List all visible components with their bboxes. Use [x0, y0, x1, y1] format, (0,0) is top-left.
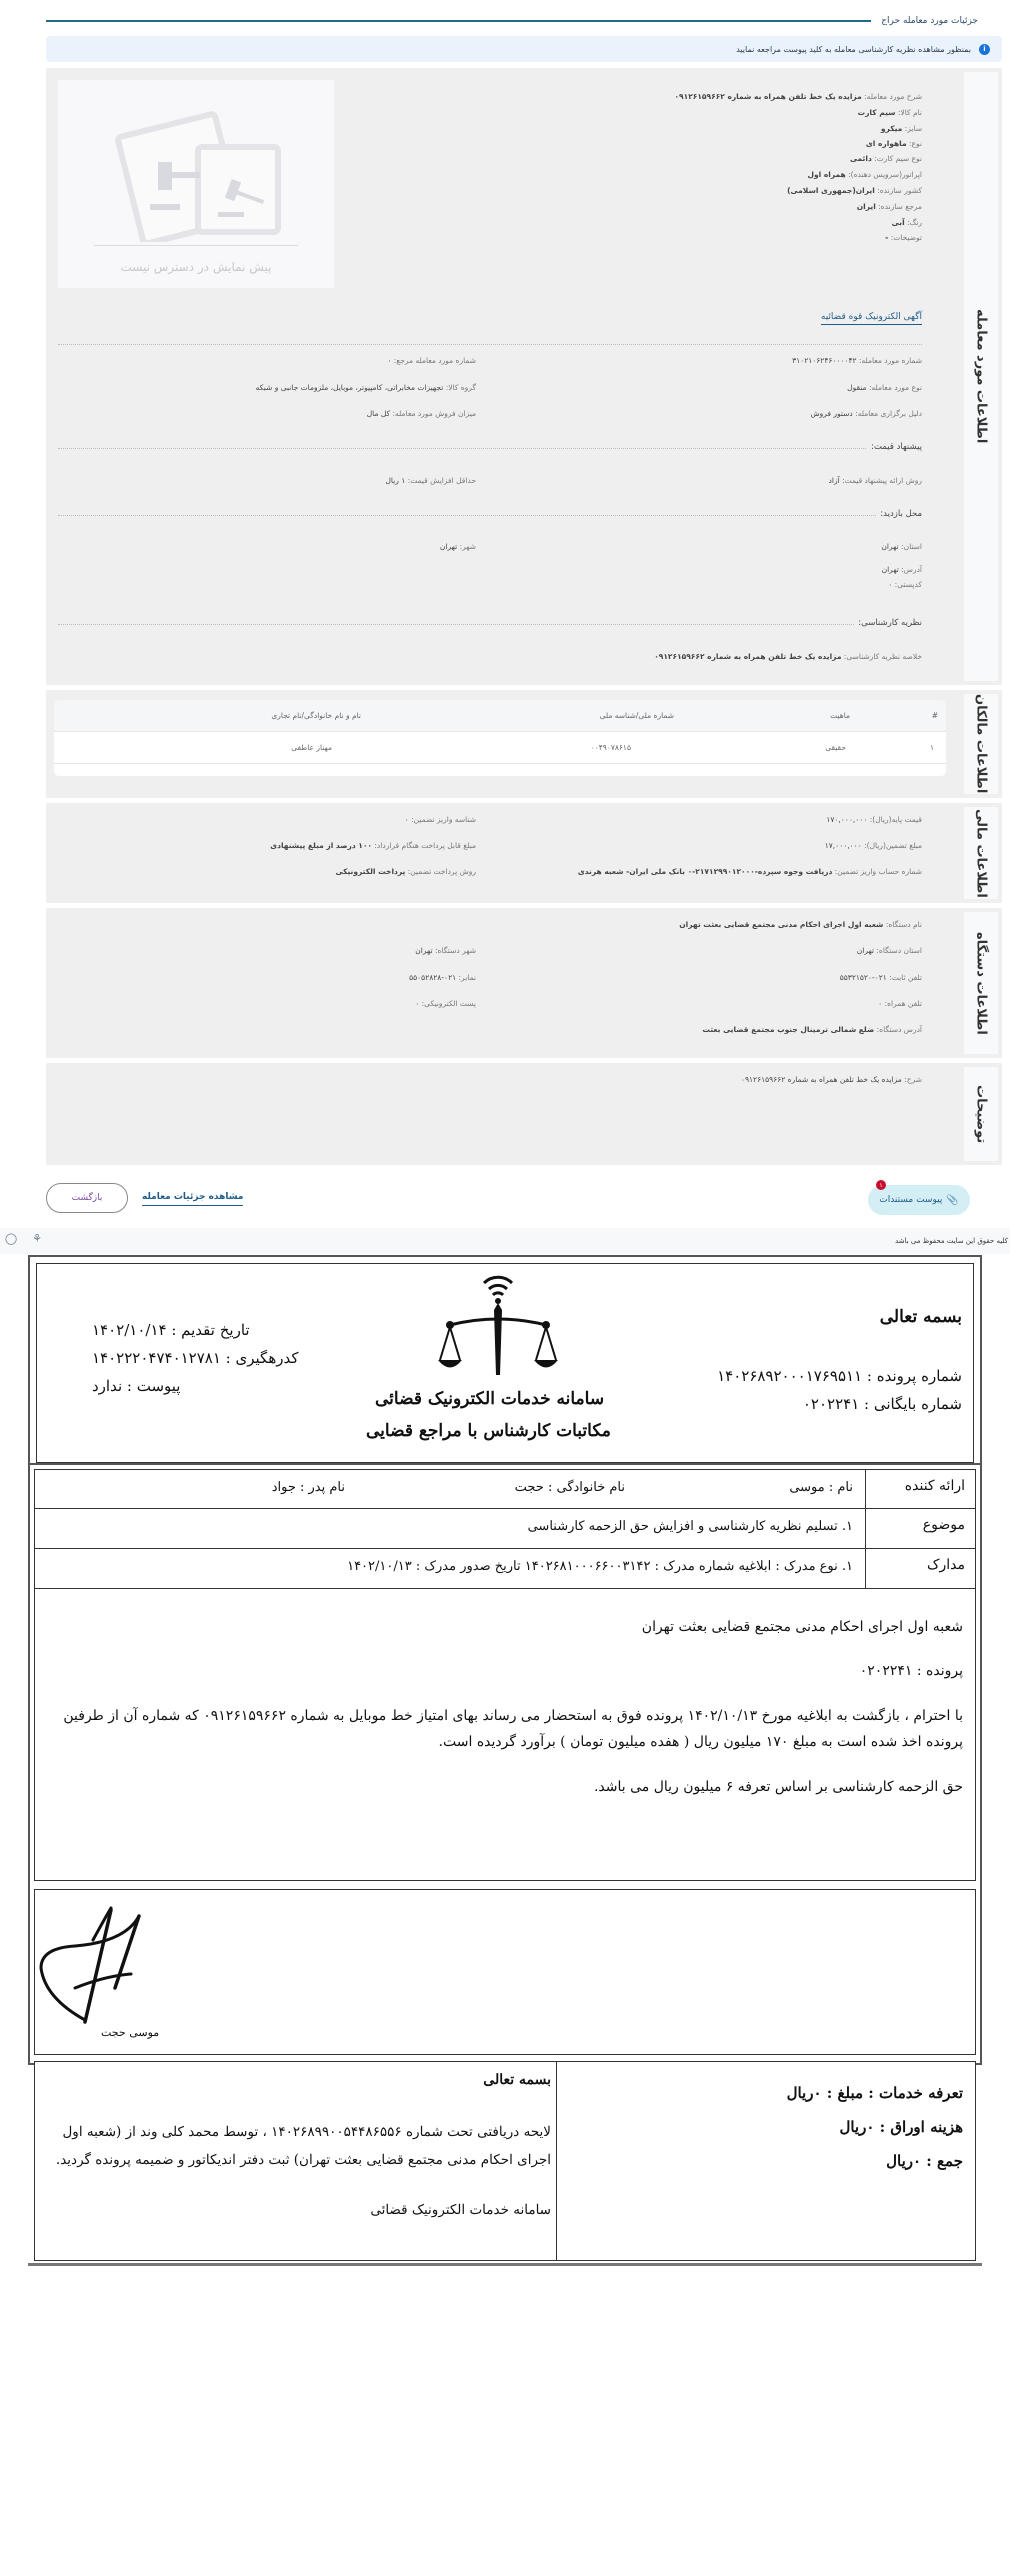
deal-reason: دلیل برگزاری معامله: دستور فروش [810, 409, 922, 418]
deposit-id: شناسه واریز تضمین: ۰ [404, 815, 476, 824]
attr-operator: اپراتور(سرویس دهنده): همراه اول [807, 170, 922, 179]
divider [58, 624, 922, 625]
attachments-count-badge: ۱ [876, 1180, 886, 1190]
fees-receipt-box [34, 2061, 976, 2261]
doc-case-number: شماره پرونده : ۱۴۰۲۶۸۹۲۰۰۰۱۷۶۹۵۱۱ [717, 1367, 962, 1385]
divider [58, 344, 922, 345]
info-alert [46, 36, 1002, 62]
deal-number: شماره مورد معامله: ۳۱۰۲۱۰۶۲۴۶۰۰۰۰۴۲ [792, 356, 922, 365]
submitter-last-name: نام خانوادگی : حجت [514, 1480, 625, 1495]
receipt-text: لایحه دریافتی تحت شماره ۱۴۰۲۶۸۹۹۰۰۵۴۴۸۶۵۵۶ ، توسط محمد کلی وند از (شعبه اول اجرای احکام مدنی مجتمع قضایی بعثت تهران) ثبت دفتر اندیکاتور و ضمیمه پرونده گردید. [55, 2124, 551, 2168]
judiciary-scales-logo-icon [438, 1265, 558, 1385]
preview-divider [94, 245, 298, 246]
receipt-footer: سامانه خدمات الکترونیک قضائی [370, 2202, 551, 2218]
cell-national-id: ۰۰۴۹۰۷۸۶۱۵ [590, 743, 631, 752]
column-header-name: نام و نام خانوادگی/نام تجاری [271, 711, 361, 720]
visit-address: آدرس: تهران [881, 565, 922, 574]
guarantee-payment-method: روش پرداخت تضمین: پرداخت الکترونیکی [335, 867, 476, 876]
visit-province: استان: تهران [881, 542, 922, 551]
doc-archive-number: شماره بایگانی : ۰۲۰۲۲۴۱ [802, 1395, 962, 1413]
column-header-index: # [931, 711, 938, 720]
attr-product-name: نام کالا: سیم کارت [857, 108, 922, 117]
page-title: جزئیات مورد معامله حراج [881, 16, 978, 26]
section-tab-label: اطلاعات دستگاه [973, 931, 989, 1035]
receipt-bismillah: بسمه تعالی [483, 2072, 551, 2088]
doc-attachment: پیوست : ندارد [92, 1377, 181, 1395]
fee-services: تعرفه خدمات : مبلغ : ۰ریال [786, 2084, 963, 2102]
section-owners [46, 690, 1002, 798]
copyright-text: کلیه حقوق این سایت محفوظ می باشد [895, 1237, 1008, 1245]
site-footer [0, 1228, 1010, 1254]
paperclip-icon: 📎 [946, 1194, 959, 1206]
attr-color: رنگ: آبی [891, 218, 922, 227]
section-tab-label: اطلاعات مالکان [973, 694, 989, 794]
owners-table [54, 700, 946, 776]
fee-paper: هزینه اوراق : ۰ریال [839, 2118, 963, 2136]
divider [58, 515, 922, 516]
agency-address: آدرس دستگاه: ضلع شمالی ترمینال جنوب مجتمع قضایی بعثت [702, 1025, 922, 1034]
table-header [54, 700, 946, 732]
agency-mobile: تلفن همراه: ۰ [878, 999, 922, 1008]
section-agency [46, 908, 1002, 1058]
min-increase: حداقل افزایش قیمت: ۱ ریال [385, 476, 476, 485]
agency-phone: تلفن ثابت: ۰۲۱-۵۵۳۲۱۵۲۰ [839, 973, 922, 982]
subject-value: ۱. تسلیم نظریه کارشناسی و افزایش حق الزحمه کارشناسی [527, 1519, 853, 1534]
section-item-info [46, 68, 1002, 685]
back-button[interactable]: بازگشت [46, 1183, 128, 1213]
document-header [28, 1255, 982, 1465]
image-preview [58, 80, 334, 288]
ref-deal-number: شماره مورد معامله مرجع: ۰ [387, 356, 476, 365]
sale-amount: میزان فروش مورد معامله: کل مال [366, 409, 476, 418]
section-tab-label: اطلاعات مالی [973, 808, 989, 898]
agency-email: پست الکترونیکی: ۰ [415, 999, 476, 1008]
visit-postal-code: کدپستی: ۰ [888, 580, 922, 589]
description-text: شرح: مزایده یک خط تلفن همراه به شماره ۰۹۱۲۶۱۵۹۶۶۲ [740, 1075, 922, 1084]
section-description [46, 1063, 1002, 1165]
documents-value: ۱. نوع مدرک : ابلاغیه شماره مدرک : ۱۴۰۲۶۸۱۰۰۰۶۶۰۰۳۱۴۲ تاریخ صدور مدرک : ۱۴۰۲/۱۰/۱۳ [347, 1559, 853, 1574]
fee-total: جمع : ۰ریال [886, 2152, 963, 2170]
guarantee-account: شماره حساب واریز تضمین: دریافت وجوه سپرده-۲۱۷۱۲۹۹۰۱۲۰۰۰-۰ بانک ملی ایران- شعبه هرندی [577, 867, 922, 876]
price-offer-heading: پیشنهاد قیمت: [867, 442, 922, 452]
goods-group: گروه کالا: تجهیزات مخابراتی، کامپیوتر، موبایل، ملزومات جانبی و شبکه [255, 383, 476, 392]
column-header-type: ماهیت [830, 711, 850, 720]
letter-case: پرونده : ۰۲۰۲۲۴۱ [859, 1663, 963, 1679]
documents-label: مدارک [865, 1549, 975, 1588]
signer-name: موسی حجت [101, 2026, 160, 2039]
submitter-father-name: نام پدر : جواد [271, 1480, 345, 1495]
doc-submit-date: تاریخ تقدیم : ۱۴۰۲/۱۰/۱۴ [92, 1321, 250, 1339]
judiciary-ad-link[interactable]: آگهی الکترونیک قوه قضائیه [821, 312, 922, 325]
agency-name: نام دستگاه: شعبه اول اجرای احکام مدنی مجتمع قضایی بعثت تهران [679, 920, 922, 929]
attr-country: کشور سازنده: ایران(جمهوری اسلامی) [787, 186, 922, 195]
agency-city: شهر دستگاه: تهران [415, 946, 476, 955]
info-message: بمنظور مشاهده نظریه کارشناسی معامله به کلید پیوست مراجعه نمایید [736, 44, 971, 54]
expert-summary: خلاصه نظریه کارشناسی: مزایده یک خط تلفن همراه به شماره ۰۹۱۲۶۱۵۹۶۶۲ [654, 652, 922, 661]
info-icon: i [979, 44, 990, 55]
visit-city: شهر: تهران [439, 542, 476, 551]
doc-system-name: سامانه خدمات الکترونیک قضائی [375, 1389, 605, 1409]
attr-description: شرح مورد معامله: مزایده یک خط تلفن همراه به شماره ۰۹۱۲۶۱۵۹۶۶۲ [674, 92, 922, 101]
agency-province: استان دستگاه: تهران [856, 946, 922, 955]
page-title-row [46, 14, 978, 28]
letter-body [34, 1589, 976, 1881]
divider [58, 448, 922, 449]
submitter-row [34, 1469, 976, 1509]
attachments-button-label: پیوست مستندات [879, 1195, 943, 1205]
partner-logo-icon: ◯ [4, 1232, 18, 1245]
emblem-logo-icon: ⚘ [32, 1232, 42, 1245]
handwritten-signature [35, 1898, 235, 2028]
agency-fax: نمابر: ۰۲۱-۵۵۰۵۲۸۲۸ [409, 973, 476, 982]
subject-label: موضوع [865, 1509, 975, 1548]
doc-tracking-code: کدرهگیری : ۱۴۰۲۲۲۰۴۷۴۰۱۲۷۸۱ [92, 1349, 299, 1367]
letter-addressee: شعبه اول اجرای احکام مدنی مجتمع قضایی بعثت تهران [641, 1619, 963, 1635]
submitter-label: ارائه کننده [865, 1470, 975, 1508]
visit-location-heading: محل بازدید: [876, 509, 922, 519]
cell-index: ۱ [929, 743, 934, 752]
submitter-first-name: نام : موسی [789, 1480, 853, 1495]
guarantee-amount: مبلغ تضمین(ریال): ۱۷,۰۰۰,۰۰۰ [824, 841, 922, 850]
cell-name: مهناز عاطفی [291, 743, 332, 752]
doc-bismillah: بسمه تعالی [879, 1307, 962, 1327]
cell-type: حقیقی [825, 743, 846, 752]
attr-size: سایز: میکرو [880, 124, 922, 133]
subject-row [34, 1509, 976, 1549]
table-row [54, 732, 946, 764]
attr-sim-type: نوع سیم کارت: دائمی [849, 154, 922, 163]
letter-paragraph-1: با احترام ، بازگشت به ابلاغیه مورخ ۱۴۰۲/۱۰/۱۳ پرونده فوق به استحضار می رساند بهای امتیاز خط موبایل به شماره ۰۹۱۲۶۱۵۹۶۶۲ که شماره آن از طرفین پرونده اخذ شده است به مبلغ ۱۷۰ میلیون ریال ( هفده میلیون تومان ) برآورد گردیده است. [63, 1708, 963, 1750]
attr-notes: توضیحات: - [885, 233, 922, 242]
letter-paragraph-2: حق الزحمه کارشناسی بر اساس تعرفه ۶ میلیون ریال می باشد. [593, 1779, 963, 1795]
section-financial [46, 803, 1002, 903]
gavel-placeholder-icon [58, 92, 334, 242]
deal-type: نوع مورد معامله: منقول [847, 383, 922, 392]
payable-on-contract: مبلغ قابل پرداخت هنگام قرارداد: ۱۰۰ درصد از مبلغ پیشنهادی [270, 841, 476, 850]
section-tab-financial [960, 803, 1002, 903]
signature-box [34, 1889, 976, 2055]
attr-type: نوع: ماهواره ای [865, 139, 922, 148]
section-tab-description [960, 1063, 1002, 1165]
expert-opinion-heading: نظریه کارشناسی: [854, 618, 922, 628]
section-tab-item-info [960, 68, 1002, 685]
preview-unavailable-text: پیش نمایش در دسترس نیست [120, 260, 272, 274]
view-deal-details-link[interactable]: مشاهده جزئیات معامله [142, 1192, 243, 1206]
attachments-button[interactable] [868, 1181, 970, 1215]
doc-correspondence-title: مکاتبات کارشناس با مراجع قضایی [366, 1421, 611, 1441]
section-tab-label: اطلاعات مورد معامله [973, 309, 989, 444]
offer-method: روش ارائه پیشنهاد قیمت: آزاد [828, 476, 922, 485]
attr-manufacturer: مرجع سازنده: ایران [856, 202, 922, 211]
column-header-national-id: شماره ملی/شناسه ملی [599, 711, 674, 720]
auction-details-page [0, 0, 1010, 1245]
title-divider [46, 20, 871, 22]
documents-row [34, 1549, 976, 1589]
section-tab-label: توضیحات [973, 1084, 989, 1144]
section-tab-agency [960, 908, 1002, 1058]
document-bottom-border [28, 2263, 982, 2266]
section-tab-owners [960, 690, 1002, 798]
base-price: قیمت پایه(ریال): ۱۷۰,۰۰۰,۰۰۰ [826, 815, 922, 824]
